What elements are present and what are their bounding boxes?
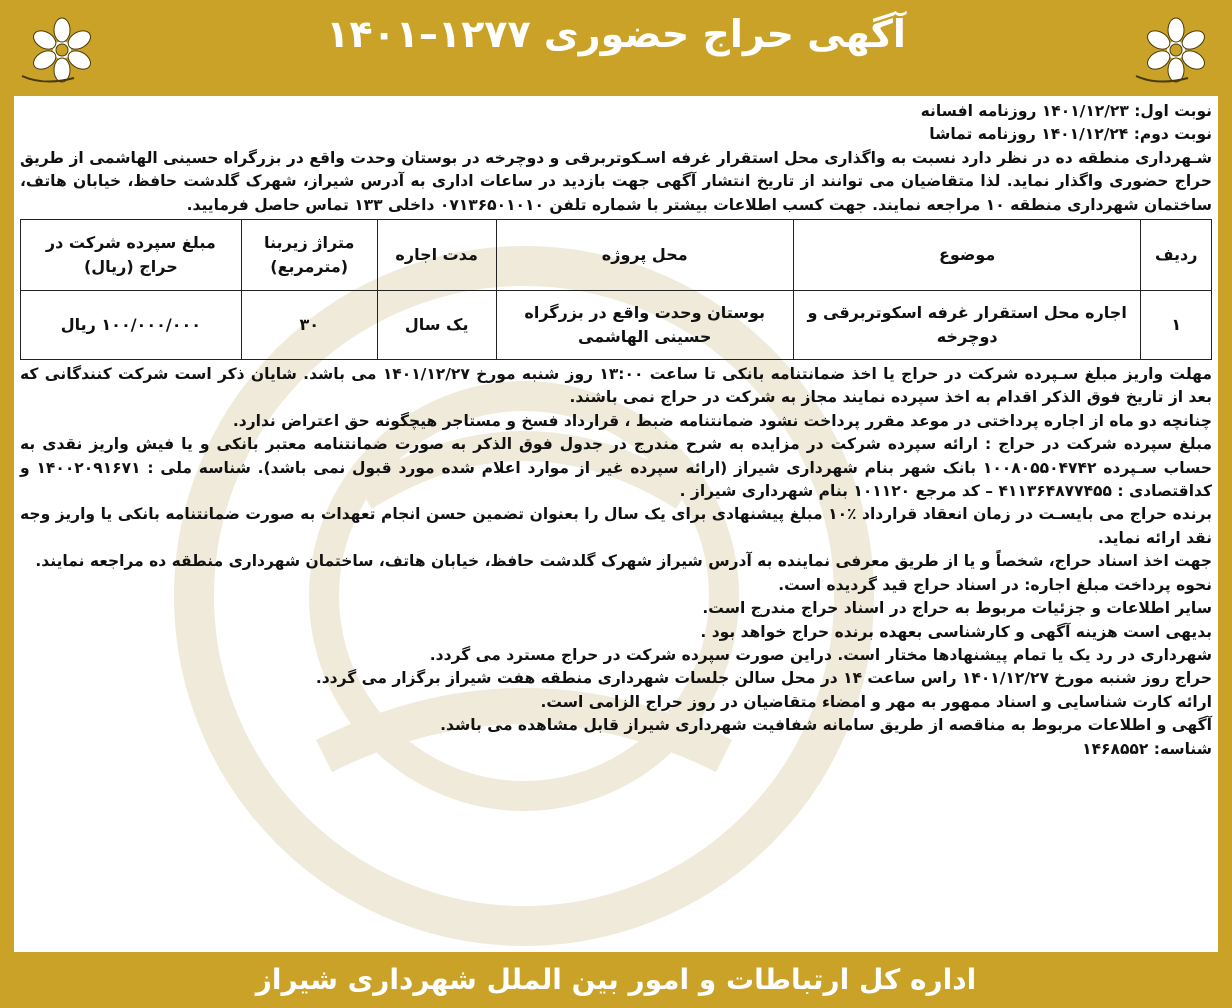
winner-guarantee-paragraph: برنده حراج می بایسـت در زمان انعقاد قرارداد ٪۱۰ مبلغ پیشنهادی برای یک سال را بعنوان تضمین حسن انجام تعهدات به صورت ضمانتنامه بانکی یا واریز وجه نقد ارائه نماید. <box>20 505 1212 547</box>
payment-method-paragraph: نحوه پرداخت مبلغ اجاره: در اسناد حراج قید گردیده است. <box>778 575 1212 594</box>
notice-text <box>20 100 1212 761</box>
first-publication-value: ۱۴۰۱/۱۲/۲۳ روزنامه افسانه <box>920 102 1129 120</box>
cell-row-number: ۱ <box>1141 291 1212 360</box>
intro-paragraph: شـهرداری منطقه ده در نظر دارد نسبت به واگذاری محل استقرار غرفه اسـکوتربرقی و دوچرخه در بوستان وحدت واقع در بزرگراه حسینی الهاشمی از طریق حراج حضوری واگذار نماید. لذا متقاضیان می توانند از تاریخ انتشار آگهی جهت بازدید در ساعات اداری به آدرس شیراز، شهرک گلدشت حافظ، خیابان هاتف، ساختمان شهرداری منطقه ۱۰ مراجعه نمایند. جهت کسب اطلاعات بیشتر با شماره تلفن ۰۷۱۳۶۵۰۱۰۱۰ داخلی ۱۳۳ تماس حاصل فرمایید. <box>20 148 1212 214</box>
footer-title: اداره کل ارتباطات و امور بین الملل شهرداری شیراز <box>255 963 977 996</box>
header-deposit-amount: مبلغ سپرده شرکت در حراج (ریال) <box>21 220 242 291</box>
table-row <box>21 291 1212 360</box>
second-publication <box>20 123 1212 146</box>
deposit-deadline-paragraph: مهلت واریز مبلغ سـپرده شرکت در حراج یا اخذ ضمانتنامه بانکی تا ساعت ۱۳:۰۰ روز شنبه مورخ ۱۴۰۱/۱۲/۲۷ می باشد. شایان ذکر است شرکت کنندگانی که بعد از تاریخ فوق الذکر اقدام به اخذ سپرده نمایند مجاز به شرکت در حراج نمی باشند. <box>20 365 1212 407</box>
first-publication <box>20 100 1212 123</box>
first-publication-label: نوبت اول: <box>1134 102 1212 120</box>
cell-deposit-amount: ۱۰۰/۰۰۰/۰۰۰ ریال <box>21 291 242 360</box>
header-lease-term: مدت اجاره <box>377 220 496 291</box>
header-row-number: ردیف <box>1141 220 1212 291</box>
cost-paragraph: بدیهی است هزینه آگهی و کارشناسی بعهده برنده حراج خواهد بود . <box>700 622 1212 641</box>
header-project-location: محل پروژه <box>496 220 793 291</box>
notice-body <box>14 96 1218 952</box>
transparency-paragraph: آگهی و اطلاعات مربوط به مناقصه از طریق سامانه شفافیت شهرداری شیراز قابل مشاهده می باشد. <box>440 716 1212 735</box>
reference-id: شناسه: ۱۴۶۸۵۵۲ <box>1082 739 1212 758</box>
other-info-paragraph: سایر اطلاعات و جزئیات مربوط به حراج در اسناد حراج مندرج است. <box>702 599 1212 618</box>
header-subject: موضوع <box>793 220 1141 291</box>
id-card-paragraph: ارائه کارت شناسایی و اسناد ممهور به مهر و امضاء متقاضیان در روز حراج الزامی است. <box>540 692 1212 711</box>
documents-paragraph: جهت اخذ اسناد حراج، شخصاً و یا از طریق معرفی نماینده به آدرس شیراز شهرک گلدشت حافظ، خیابان هاتف، ساختمان شهرداری منطقه ده مراجعه نمایند. <box>35 552 1212 571</box>
header-band <box>0 0 1232 96</box>
second-publication-value: ۱۴۰۱/۱۲/۲۴ روزنامه تماشا <box>929 125 1129 144</box>
shiraz-municipality-logo-icon <box>1128 14 1218 94</box>
auction-date-paragraph: حراج روز شنبه مورخ ۱۴۰۱/۱۲/۲۷ راس ساعت ۱۴ در محل سالن جلسات شهرداری منطقه هفت شیراز برگزار می گردد. <box>315 669 1212 688</box>
page-title: آگهی حراج حضوری ۱۲۷۷–۱۴۰۱ <box>326 12 906 56</box>
header-floor-area: متراژ زیربنا (مترمربع) <box>241 220 377 291</box>
cell-subject: اجاره محل استقرار غرفه اسکوتربرقی و دوچرخه <box>793 291 1141 360</box>
cell-project-location: بوستان وحدت واقع در بزرگراه حسینی الهاشمی <box>496 291 793 360</box>
cell-floor-area: ۳۰ <box>241 291 377 360</box>
cell-lease-term: یک سال <box>377 291 496 360</box>
late-payment-paragraph: چنانچه دو ماه از اجاره پرداختی در موعد مقرر پرداخت نشود ضمانتنامه ضبط ، قرارداد فسخ و مستاجر هیچگونه حق اعتراض ندارد. <box>232 411 1212 430</box>
rejection-paragraph: شهرداری در رد یک یا تمام پیشنهادها مختار است. دراین صورت سپرده شرکت در حراج مسترد می گردد. <box>429 645 1212 664</box>
table-header-row <box>21 220 1212 291</box>
second-publication-label: نوبت دوم: <box>1133 125 1212 144</box>
deposit-method-paragraph: مبلغ سپرده شرکت در حراج : ارائه سپرده شرکت در مزایده به شرح مندرج در جدول فوق الذکر به صورت ضمانتنامه معتبر بانکی و یا فیش واریز نقدی به حساب سـپرده ۱۰۰۸۰۵۵۰۴۷۴۲ بانک شهر بنام شهرداری شیراز (ارائه سپرده غیر از موارد اعلام شده مورد قبول نمی باشد). شناسه ملی : ۱۴۰۰۲۰۹۱۶۷۱ و کداقتصادی : ۴۱۱۳۶۴۸۷۷۴۵۵ – کد مرجع ۱۰۱۱۲۰ بنام شهرداری شیراز . <box>20 435 1213 501</box>
shiraz-municipality-logo-icon <box>14 14 104 94</box>
auction-table <box>20 219 1212 360</box>
